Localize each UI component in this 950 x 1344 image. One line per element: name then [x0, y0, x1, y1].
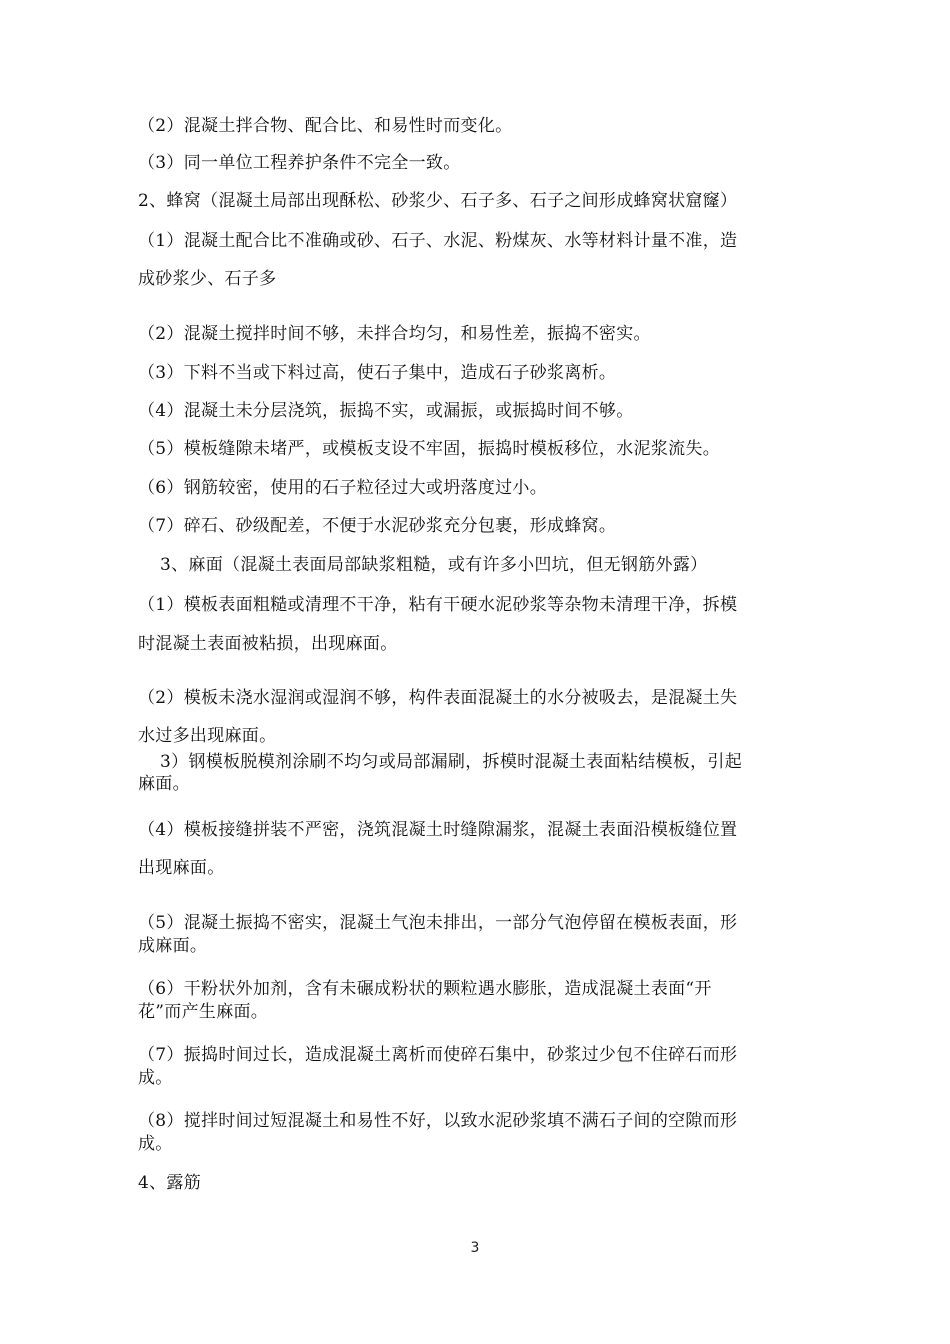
page-number: 3 [470, 1240, 480, 1256]
text-line: （5）混凝土振捣不密实，混凝土气泡未排出，一部分气泡停留在模板表面，形 [138, 913, 738, 933]
section-heading: 4、露筋 [138, 1173, 202, 1193]
text-line: （2）模板未浇水湿润或湿润不够，构件表面混凝土的水分被吸去，是混凝土失 [138, 688, 738, 708]
text-line: （2）混凝土拌合物、配合比、和易性时而变化。 [138, 116, 513, 136]
text-line: 花”而产生麻面。 [138, 1002, 269, 1022]
text-line: （4）混凝土未分层浇筑，振捣不实，或漏振，或振捣时间不够。 [138, 401, 634, 421]
text-line: 水过多出现麻面。 [138, 726, 277, 746]
text-line: （3）下料不当或下料过高，使石子集中，造成石子砂浆离析。 [138, 363, 617, 383]
text-line: （7）碎石、砂级配差，不便于水泥砂浆充分包裹，形成蜂窝。 [138, 516, 617, 536]
text-line: 成麻面。 [138, 936, 208, 956]
text-line: （5）模板缝隙未堵严，或模板支设不牢固，振捣时模板移位，水泥浆流失。 [138, 439, 721, 459]
section-heading: 2、蜂窝（混凝土局部出现酥松、砂浆少、石子多、石子之间形成蜂窝状窟窿） [138, 191, 738, 211]
text-line: 麻面。 [138, 774, 190, 794]
text-line: 出现麻面。 [138, 858, 225, 878]
text-line: （1）混凝土配合比不准确或砂、石子、水泥、粉煤灰、水等材料计量不准，造 [138, 231, 738, 251]
text-line: 成。 [138, 1068, 173, 1088]
text-line: 成。 [138, 1134, 173, 1154]
text-line: 成砂浆少、石子多 [138, 269, 277, 289]
text-line: （8）搅拌时间过短混凝土和易性不好，以致水泥砂浆填不满石子间的空隙而形 [138, 1111, 738, 1131]
text-line: （2）混凝土搅拌时间不够，未拌合均匀，和易性差，振捣不密实。 [138, 324, 651, 344]
text-line: （7）振捣时间过长，造成混凝土离析而使碎石集中，砂浆过少包不住碎石而形 [138, 1045, 738, 1065]
text-line: （3）同一单位工程养护条件不完全一致。 [138, 153, 461, 173]
section-heading: 3、麻面（混凝土表面局部缺浆粗糙，或有许多小凹坑，但无钢筋外露） [160, 555, 708, 575]
text-line: （4）模板接缝拼装不严密，浇筑混凝土时缝隙漏浆，混凝土表面沿模板缝位置 [138, 820, 738, 840]
text-line: 时混凝土表面被粘损，出现麻面。 [138, 634, 398, 654]
text-line: （6）干粉状外加剂，含有未碾成粉状的颗粒遇水膨胀，造成混凝土表面“开 [138, 979, 712, 999]
text-line: （6）钢筋较密，使用的石子粒径过大或坍落度过小。 [138, 478, 548, 498]
text-line: （1）模板表面粗糙或清理不干净，粘有干硬水泥砂浆等杂物未清理干净，拆模 [138, 595, 738, 615]
text-line: 3）钢模板脱模剂涂刷不均匀或局部漏刷，拆模时混凝土表面粘结模板，引起 [160, 752, 743, 772]
